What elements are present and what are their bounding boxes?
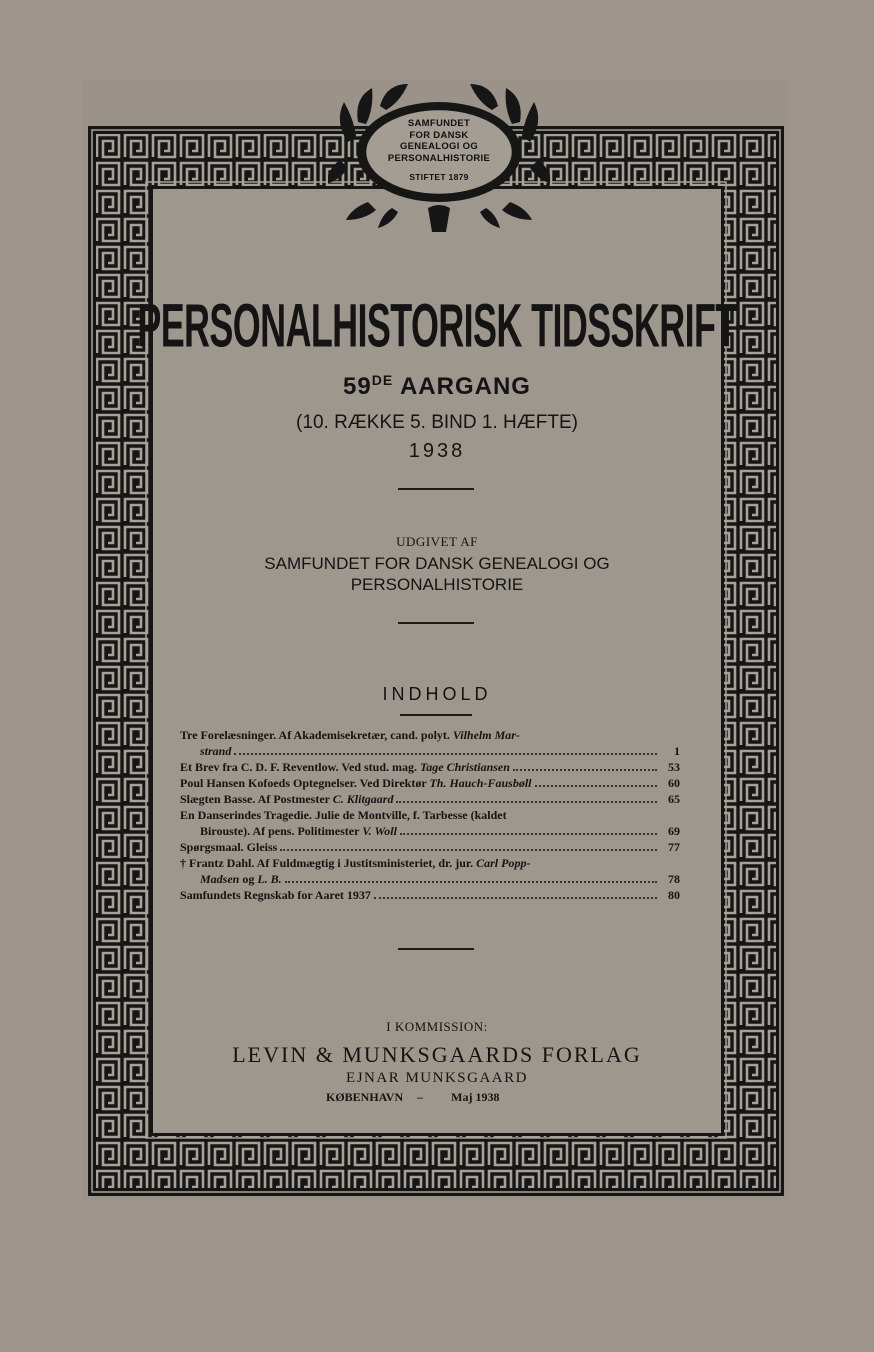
toc-entry: [180, 727, 680, 759]
imprint-date: Maj 1938: [451, 1090, 500, 1104]
leader-dots: [535, 785, 658, 787]
divider: [398, 622, 474, 624]
leader-dots: [374, 897, 657, 899]
seal-line: FOR DANSK: [409, 129, 469, 141]
issue-year: 1938: [408, 440, 466, 462]
leader-dots: [396, 801, 657, 803]
toc-entry: [180, 887, 680, 903]
leader-dots: [513, 769, 657, 771]
leader-dots: [400, 833, 657, 835]
entry-author: Vilhelm Mar-: [452, 728, 520, 742]
entry-title: En Danserindes Tragedie. Julie de Montville, f. Tarbesse (kaldet: [180, 808, 507, 822]
entry-page: 65: [668, 792, 680, 806]
imprint-dash: –: [417, 1090, 424, 1104]
toc-row: [180, 823, 680, 839]
entry-page: 77: [668, 840, 680, 854]
published-by-label: UDGIVET AF: [396, 534, 478, 549]
toc-entry: [180, 775, 680, 791]
volume-word: AARGANG: [399, 373, 531, 400]
seal-line: GENEALOGI OG: [399, 141, 479, 152]
entry-title: Poul Hansen Kofoeds Optegnelser. Ved Direktør: [180, 776, 427, 790]
entry-author: Carl Popp-: [476, 856, 531, 870]
society-line: PERSONALHISTORIE: [350, 575, 524, 594]
entry-author: C. Klitgaard: [332, 792, 394, 806]
seal-founded: STIFTET 1879: [409, 172, 469, 182]
toc-row: [180, 743, 680, 759]
entry-page: 60: [668, 776, 680, 790]
volume-num: 59: [343, 373, 372, 400]
toc-entry: [180, 791, 680, 807]
leader-dots: [285, 881, 657, 883]
volume-number: [150, 372, 724, 401]
leader-dots: [280, 849, 657, 851]
commission-label: I KOMMISSION:: [386, 1019, 488, 1034]
entry-title: Slægten Basse. Af Postmester: [180, 792, 330, 806]
leader-dots: [234, 753, 657, 755]
divider: [398, 488, 474, 490]
seal-line: PERSONALHISTORIE: [387, 152, 491, 164]
series-info: (10. RÆKKE 5. BIND 1. HÆFTE): [296, 412, 578, 433]
entry-page: 53: [668, 760, 680, 774]
divider: [398, 948, 474, 950]
publisher-society: [150, 553, 724, 595]
volume-suffix: DE: [371, 372, 394, 388]
society-seal: [328, 82, 550, 236]
entry-conj: og: [239, 872, 258, 886]
imprint-city: KØBENHAVN: [326, 1090, 404, 1104]
society-line: SAMFUNDET FOR DANSK GENEALOGI OG: [264, 554, 610, 573]
entry-author: Th. Hauch-Fausbøll: [429, 776, 532, 790]
entry-author: V. Woll: [362, 824, 397, 838]
entry-title: † Frantz Dahl. Af Fuldmægtig i Justitsministeriet, dr. jur.: [180, 856, 474, 870]
entry-page: 1: [674, 744, 680, 758]
toc-entry: [180, 807, 680, 839]
publisher-name: LEVIN & MUNKSGAARDS FORLAG: [232, 1042, 642, 1067]
entry-title: Spørgsmaal. Gleiss: [180, 840, 278, 854]
entry-page: 80: [668, 888, 680, 902]
entry-title: Birouste). Af pens. Politimester: [200, 824, 360, 838]
divider: [400, 714, 472, 716]
entry-title: Tre Forelæsninger. Af Akademisekretær, cand. polyt.: [180, 728, 450, 742]
toc-entry: [180, 759, 680, 775]
entry-title: Samfundets Regnskab for Aaret 1937: [180, 888, 371, 902]
entry-page: 78: [668, 872, 680, 886]
entry-page: 69: [668, 824, 680, 838]
publisher-editor: EJNAR MUNKSGAARD: [346, 1070, 528, 1086]
entry-author: Tage Christiansen: [420, 760, 510, 774]
toc-text: [180, 727, 680, 743]
table-of-contents: [180, 727, 680, 903]
seal-line: SAMFUNDET: [407, 118, 471, 129]
toc-row: [180, 871, 680, 887]
entry-author: L. B.: [257, 872, 282, 886]
entry-author: Madsen: [200, 872, 240, 886]
seal-text: [328, 118, 550, 184]
toc-text: [180, 855, 680, 871]
entry-title: Et Brev fra C. D. F. Reventlow. Ved stud. mag.: [180, 760, 418, 774]
imprint-line: [326, 1090, 499, 1105]
contents-heading: INDHOLD: [382, 684, 492, 704]
journal-title: PERSONALHISTORISK TIDSSKRIFT: [137, 292, 737, 361]
toc-entry: [180, 855, 680, 887]
toc-entry: [180, 839, 680, 855]
entry-author: strand: [200, 744, 232, 758]
